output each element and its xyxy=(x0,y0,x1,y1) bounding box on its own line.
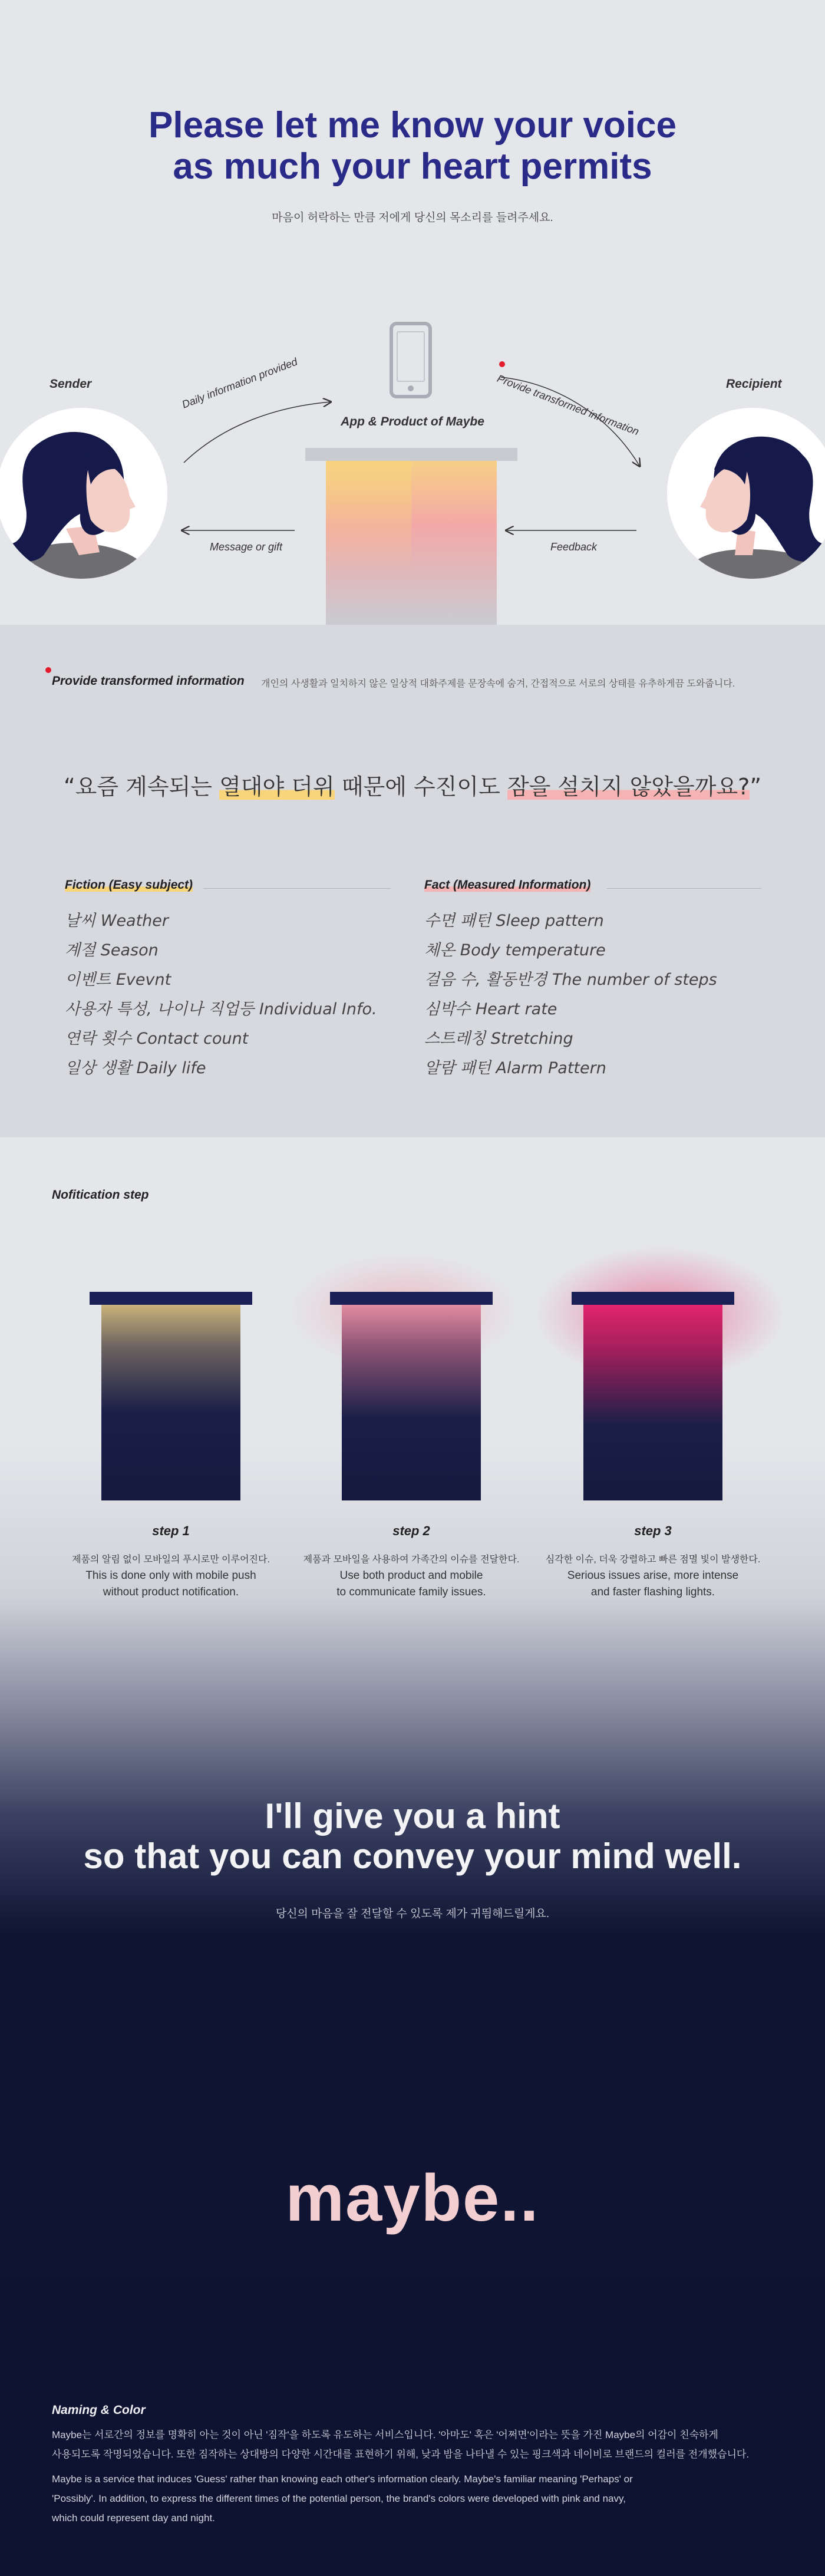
fiction-heading xyxy=(65,878,193,892)
step1-lamp-body xyxy=(101,1305,240,1500)
quote-part: “요즘 계속되는 xyxy=(63,774,220,800)
step2-lamp-body xyxy=(342,1305,481,1500)
step1-english xyxy=(41,1568,301,1601)
step3-lamp-cap xyxy=(572,1292,734,1305)
hero-section xyxy=(0,0,825,625)
quote-highlight-fiction: 열대야 더위 xyxy=(219,774,335,800)
list-item: 알람 패턴 Alarm Pattern xyxy=(424,1059,606,1077)
quote-highlight-fact: 잠을 설치지 않았을까요? xyxy=(507,774,750,800)
notification-title: Nofitication step xyxy=(52,1188,149,1202)
step2-lamp-cap xyxy=(330,1292,493,1305)
step1-lamp-cap xyxy=(90,1292,252,1305)
list-item: 걸음 수, 활동반경 The number of steps xyxy=(424,971,717,989)
step2-english-line1: Use both product and mobile xyxy=(339,1569,483,1582)
naming-korean-paragraph xyxy=(52,2425,771,2464)
app-product-label: App & Product of Maybe xyxy=(341,415,484,428)
list-item: 심박수 Heart rate xyxy=(424,1000,557,1018)
list-item: 계절 Season xyxy=(65,941,159,959)
red-dot-marker xyxy=(499,361,505,367)
lower-section xyxy=(0,1137,825,2576)
hero-subtitle: 마음이 허락하는 만큼 저에게 당신의 목소리를 들려주세요. xyxy=(272,212,553,224)
fiction-list xyxy=(65,906,377,1083)
list-item: 수면 패턴 Sleep pattern xyxy=(424,912,604,930)
step3-title: step 3 xyxy=(634,1523,672,1538)
step2-title: step 2 xyxy=(392,1523,430,1538)
naming-korean-line2: 사용되도록 작명되었습니다. 또한 짐작하는 상대방의 다양한 시간대를 표현하기 위해, 낮과 밤을 나타낼 수 있는 핑크색과 네이비로 브랜드의 컬러를 전개했습니다. xyxy=(52,2449,750,2460)
red-dot-marker xyxy=(45,667,51,673)
fact-heading xyxy=(424,878,590,892)
hint-title xyxy=(0,1796,825,1876)
list-item: 이벤트 Evevnt xyxy=(65,971,171,989)
sender-label: Sender xyxy=(50,377,92,391)
list-item: 날씨 Weather xyxy=(65,912,169,930)
step3-english-line2: and faster flashing lights. xyxy=(590,1586,715,1598)
step2-english xyxy=(282,1568,541,1601)
naming-english-paragraph xyxy=(52,2469,771,2528)
step1-english-line1: This is done only with mobile push xyxy=(85,1569,256,1582)
step1-title: step 1 xyxy=(152,1523,190,1538)
transform-section xyxy=(0,625,825,1137)
arrow-transformed-label: Provide transformed information xyxy=(495,372,641,438)
naming-color-title: Naming & Color xyxy=(52,2403,146,2417)
transform-description: 개인의 사생활과 일치하지 않은 일상적 대화주제를 문장속에 숨겨, 간접적으로 서로의 상태를 유추하게끔 도와줍니다. xyxy=(261,679,735,689)
transform-title: Provide transformed information xyxy=(52,674,245,688)
quote-part: ” xyxy=(750,774,762,800)
step1-english-line2: without product notification. xyxy=(103,1586,239,1598)
list-item: 스트레칭 Stretching xyxy=(424,1030,573,1048)
arrow-daily-info xyxy=(184,402,330,463)
arrow-feedback-label: Feedback xyxy=(550,541,598,553)
recipient-label: Recipient xyxy=(726,377,782,391)
step1-korean: 제품의 알림 없이 모바일의 푸시로만 이루어진다. xyxy=(72,1555,270,1565)
quote-part: 때문에 수진이도 xyxy=(334,774,507,800)
hint-subtitle: 당신의 마음을 잘 전달할 수 있도록 제가 귀띔해드릴게요. xyxy=(275,1908,550,1920)
hero-title-line2: as much your heart permits xyxy=(173,146,652,187)
naming-english-line3: which could represent day and night. xyxy=(52,2512,215,2524)
list-item: 일상 생활 Daily life xyxy=(65,1059,206,1077)
naming-english-line2: 'Possibly'. In addition, to express the different times of the potential person, the brand's colors were developed with pink and navy, xyxy=(52,2493,626,2504)
example-quote xyxy=(0,768,825,801)
fiction-heading-text: Fiction (Easy subject) xyxy=(65,878,193,892)
arrow-daily-label: Daily information provided xyxy=(180,355,299,411)
hint-title-line2: so that you can convey your mind well. xyxy=(83,1836,742,1876)
naming-korean-line1: Maybe는 서로간의 정보를 명확히 아는 것이 아닌 '짐작'을 하도록 유도하는 서비스입니다. '아마도' 혹은 '어쩌면'이라는 뜻을 가진 Maybe의 어감이 친숙하게 xyxy=(52,2429,718,2440)
list-item: 연락 횟수 Contact count xyxy=(65,1030,249,1048)
naming-english-line1: Maybe is a service that induces 'Guess' rather than knowing each other's information clearly. Maybe's familiar meaning 'Perhaps' or xyxy=(52,2473,633,2485)
arrow-message-label: Message or gift xyxy=(210,541,283,553)
fact-heading-text: Fact (Measured Information) xyxy=(424,878,591,892)
list-item: 사용자 특성, 나이나 직업등 Individual Info. xyxy=(65,1000,377,1018)
fact-divider xyxy=(607,888,761,889)
step2-korean: 제품과 모바일을 사용하여 가족간의 이슈를 전달한다. xyxy=(303,1555,520,1565)
flow-arrows xyxy=(0,0,825,625)
step3-lamp-body xyxy=(583,1305,722,1500)
fiction-divider xyxy=(203,888,391,889)
hint-title-line1: I'll give you a hint xyxy=(265,1796,560,1836)
list-item: 체온 Body temperature xyxy=(424,941,606,959)
maybe-logo: maybe.. xyxy=(285,2161,540,2235)
step3-korean: 심각한 이슈, 더욱 강렬하고 빠른 점멸 빛이 발생한다. xyxy=(545,1555,761,1565)
fact-list xyxy=(424,906,717,1083)
hero-title-line1: Please let me know your voice xyxy=(148,105,676,146)
step3-english xyxy=(523,1568,783,1601)
step2-english-line2: to communicate family issues. xyxy=(336,1586,486,1598)
step3-english-line1: Serious issues arise, more intense xyxy=(567,1569,739,1582)
